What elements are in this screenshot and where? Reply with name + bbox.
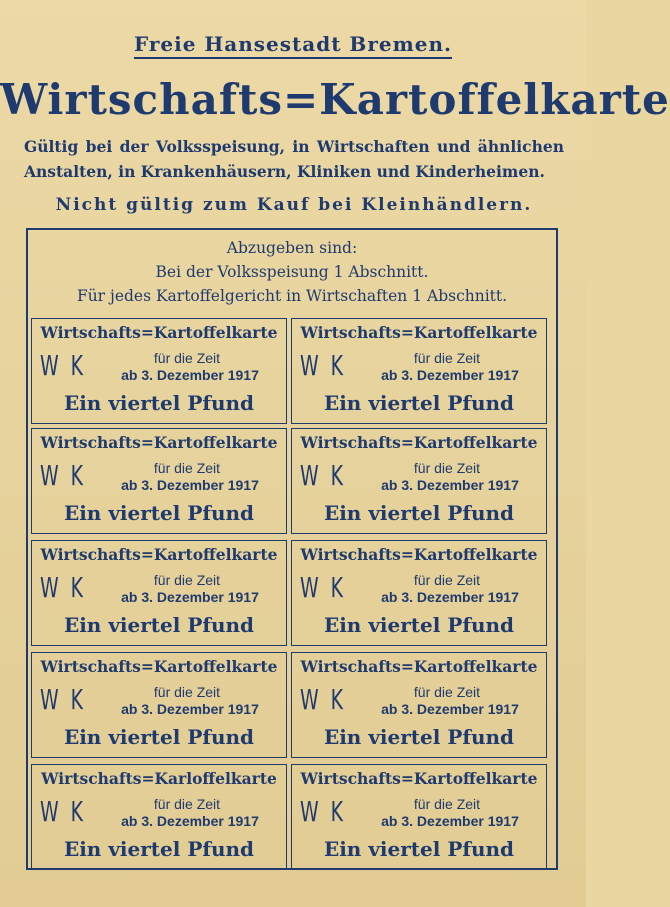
coupon-code: W K: [300, 571, 347, 604]
coupon-code: W K: [300, 683, 347, 716]
coupon-date: ab 3. Dezember 1917: [121, 813, 259, 829]
card-title: Wirtschafts=Kartoffelkarte: [0, 75, 670, 124]
coupon-period: für die Zeit: [413, 460, 481, 476]
coupon-period: für die Zeit: [153, 572, 221, 588]
coupon-code: W K: [300, 349, 347, 382]
coupon-period: für die Zeit: [153, 350, 221, 366]
submission-line-1: Bei der Volksspeisung 1 Abschnitt.: [155, 263, 429, 281]
coupon-code: W K: [40, 459, 87, 492]
coupon-date: ab 3. Dezember 1917: [121, 367, 259, 383]
coupon-period: für die Zeit: [413, 684, 481, 700]
coupon-code: W K: [300, 795, 347, 828]
coupon-amount: Ein viertel Pfund: [63, 837, 255, 861]
submission-instructions: [28, 236, 556, 308]
coupon-code: W K: [300, 459, 347, 492]
coupon-2[interactable]: [291, 318, 547, 424]
coupon-code: W K: [40, 349, 87, 382]
coupon-amount: Ein viertel Pfund: [323, 391, 515, 415]
coupon-date: ab 3. Dezember 1917: [121, 589, 259, 605]
coupon-amount: Ein viertel Pfund: [323, 725, 515, 749]
coupon-9[interactable]: [31, 764, 287, 870]
coupon-header: Wirtschafts=Kartoffelkarte: [300, 769, 538, 788]
coupon-date: ab 3. Dezember 1917: [121, 477, 259, 493]
coupon-amount: Ein viertel Pfund: [323, 837, 515, 861]
city-heading: [0, 32, 586, 56]
coupon-amount: Ein viertel Pfund: [63, 725, 255, 749]
coupon-7[interactable]: [31, 652, 287, 758]
coupon-3[interactable]: [31, 428, 287, 534]
coupon-date: ab 3. Dezember 1917: [381, 589, 519, 605]
coupon-amount: Ein viertel Pfund: [323, 501, 515, 525]
coupon-code: W K: [40, 795, 87, 828]
submission-heading: Abzugeben sind:: [226, 239, 358, 257]
submission-line-2: Für jedes Kartoffelgericht in Wirtschaften 1 Abschnitt.: [76, 287, 508, 305]
coupon-date: ab 3. Dezember 1917: [381, 367, 519, 383]
coupon-period: für die Zeit: [413, 796, 481, 812]
coupon-5[interactable]: [31, 540, 287, 646]
coupon-6[interactable]: [291, 540, 547, 646]
coupon-amount: Ein viertel Pfund: [63, 501, 255, 525]
coupon-4[interactable]: [291, 428, 547, 534]
coupon-header: Wirtschafts=Kartoffelkarte: [40, 545, 278, 564]
coupon-header: Wirtschafts=Kartoffelkarte: [300, 657, 538, 676]
validity-text: Gültig bei der Volksspeisung, in Wirtschaften und ähnlichen Anstalten, in Krankenhäusern, Kliniken und Kinderheimen.: [24, 137, 564, 181]
not-valid-notice: Nicht gültig zum Kauf bei Kleinhändlern.: [55, 195, 533, 215]
coupon-1[interactable]: [31, 318, 287, 424]
coupon-date: ab 3. Dezember 1917: [381, 701, 519, 717]
coupon-header: Wirtschafts=Karloffelkarte: [41, 769, 277, 788]
coupon-period: für die Zeit: [413, 572, 481, 588]
coupon-header: Wirtschafts=Kartoffelkarte: [300, 433, 538, 452]
coupon-date: ab 3. Dezember 1917: [381, 813, 519, 829]
coupon-header: Wirtschafts=Kartoffelkarte: [300, 323, 538, 342]
coupon-period: für die Zeit: [153, 460, 221, 476]
coupon-date: ab 3. Dezember 1917: [381, 477, 519, 493]
city-label: Freie Hansestadt Bremen.: [134, 32, 452, 59]
coupon-header: Wirtschafts=Kartoffelkarte: [40, 433, 278, 452]
coupon-code: W K: [40, 683, 87, 716]
coupon-date: ab 3. Dezember 1917: [121, 701, 259, 717]
coupon-period: für die Zeit: [413, 350, 481, 366]
coupon-period: für die Zeit: [153, 796, 221, 812]
coupon-amount: Ein viertel Pfund: [63, 391, 255, 415]
coupon-header: Wirtschafts=Kartoffelkarte: [40, 323, 278, 342]
coupon-header: Wirtschafts=Kartoffelkarte: [300, 545, 538, 564]
coupon-8[interactable]: [291, 652, 547, 758]
coupon-period: für die Zeit: [153, 684, 221, 700]
coupon-amount: Ein viertel Pfund: [323, 613, 515, 637]
coupon-header: Wirtschafts=Kartoffelkarte: [40, 657, 278, 676]
coupon-code: W K: [40, 571, 87, 604]
coupon-10[interactable]: [291, 764, 547, 870]
coupon-amount: Ein viertel Pfund: [63, 613, 255, 637]
coupon-frame: [26, 228, 558, 870]
